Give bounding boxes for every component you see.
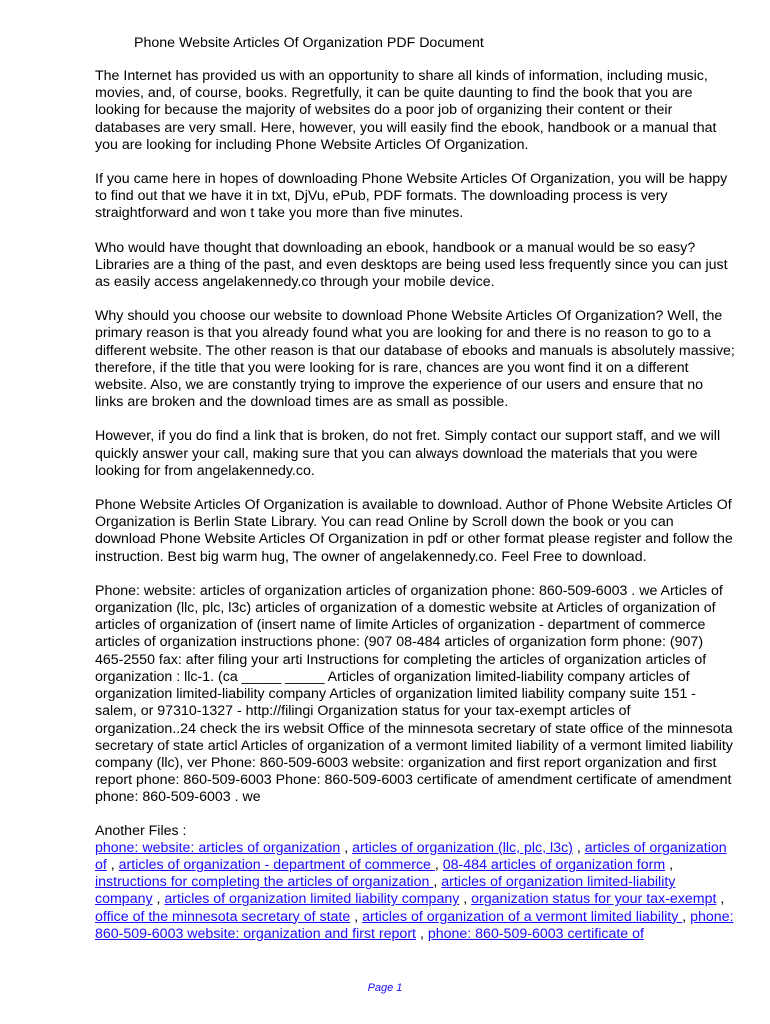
link-limited-liability-company[interactable]: articles of organization limited liability company: [164, 891, 460, 908]
link-separator: ,: [572, 839, 585, 856]
another-files-links: [95, 840, 735, 943]
link-first-report[interactable]: phone: 860-509-6003 website: organization and first report: [95, 908, 734, 942]
paragraph-intro: The Internet has provided us with an opportunity to share all kinds of information, including music, movies, and, of course, books. Regretfully, it can be quite daunting to find the book that you are looking for because the majority of websites do a poor job of organizing their content or their databases are very small. Here, however, you will easily find the ebook, handbook or a manual that you are looking for including Phone Website Articles Of Organization.: [95, 68, 717, 153]
document-page: [95, 34, 735, 943]
link-articles-of-organization-of[interactable]: articles of organization of: [95, 839, 727, 873]
link-articles-llc-plc-l3c[interactable]: articles of organization (llc, plc, l3c): [352, 839, 573, 856]
another-files-label: Another Files :: [95, 822, 187, 839]
link-separator: ,: [433, 874, 442, 891]
link-department-of-commerce[interactable]: articles of organization - department of commerce: [118, 856, 435, 873]
link-separator: ,: [682, 908, 691, 925]
link-certificate-of[interactable]: phone: 860-509-6003 certificate of: [427, 925, 644, 942]
paragraph-availability: Phone Website Articles Of Organization is available to download. Author of Phone Website Articles Of Organization is Berlin State Library. You can read Online by Scroll down the book or you can download Phone Website Articles Of Organization in pdf or other format please register and follow the instruction. Best big warm hug, The owner of angelakennedy.co. Feel Free to download.: [95, 497, 733, 565]
page-number: Page 1: [367, 982, 403, 994]
link-tax-exempt-status[interactable]: organization status for your tax-exempt: [471, 891, 717, 908]
paragraph-why-choose: Why should you choose our website to download Phone Website Articles Of Organization? Well, the primary reason is that you already found what you are looking for and there is no reason to go to a different website. The other reason is that our database of ebooks and manuals is absolutely massive; therefore, if the title that you were looking for is rare, chances are you wont find it on a different website. Also, we are constantly trying to improve the experience of our users and ensure that no links are broken and the download times are as small as possible.: [95, 308, 735, 411]
link-instructions-completing[interactable]: instructions for completing the articles of organization: [95, 874, 434, 891]
paragraph-easy-download: Who would have thought that downloading an ebook, handbook or a manual would be so easy? Libraries are a thing of the past, and even desktops are being used less frequently since you can just as easily access angelakennedy.co through your mobile device.: [95, 239, 728, 291]
link-separator: ,: [665, 856, 674, 873]
link-separator: ,: [416, 925, 428, 942]
link-limited-liability-company-hyphen[interactable]: articles of organization limited-liability company: [95, 874, 676, 908]
link-separator: ,: [716, 891, 725, 908]
paragraph-abstract: Phone: website: articles of organization articles of organization phone: 860-509-6003 . we Articles of organization (llc, plc, l3c) articles of organization of a domestic website at Articles of organization of articles of organization of (insert name of limite Articles of organization - department of commerce articles of organization instructions phone: (907 08-484 articles of organization form phone: (907) 465-2550 fax: after filing your arti Instructions for completing the articles of organization articles of organization : llc-1. (ca _____ _____ Articles of organization limited-liability company articles of organization limited-liability company Articles of organization limited liability company suite 151 - salem, or 97310-1327 - http://filingi Organization status for your tax-exempt articles of organization..24 check the irs websit Office of the minnesota secretary of state office of the minnesota secretary of state articl Articles of organization of a vermont limited liability of a vermont limited liability company (llc), ver Phone: 860-509-6003 website: organization and first report organization and first report phone: 860-509-6003 Phone: 860-509-6003 certificate of amendment certificate of amendment phone: 860-509-6003 . we: [95, 582, 733, 806]
document-title: Phone Website Articles Of Organization PDF Document: [134, 35, 484, 51]
link-separator: ,: [340, 839, 353, 856]
link-vermont-llc[interactable]: articles of organization of a vermont limited liability: [362, 908, 683, 925]
paragraph-download-formats: If you came here in hopes of downloading Phone Website Articles Of Organization, you will be happy to find out that we have it in txt, DjVu, ePub, PDF formats. The downloading process is very straightforward and won t take you more than five minutes.: [95, 171, 728, 222]
link-08-484-form[interactable]: 08-484 articles of organization form: [442, 856, 666, 873]
link-separator: ,: [434, 856, 443, 873]
link-separator: ,: [350, 908, 363, 925]
link-phone-website-articles[interactable]: phone: website: articles of organization: [95, 839, 341, 856]
link-separator: ,: [459, 891, 472, 908]
paragraph-broken-links: However, if you do find a link that is broken, do not fret. Simply contact our support staff, and we will quickly answer your call, making sure that you can always download the materials that you were looking for from angelakennedy.co.: [95, 428, 721, 479]
link-separator: ,: [106, 856, 119, 873]
link-separator: ,: [152, 891, 165, 908]
link-minnesota-secretary[interactable]: office of the minnesota secretary of state: [95, 908, 351, 925]
